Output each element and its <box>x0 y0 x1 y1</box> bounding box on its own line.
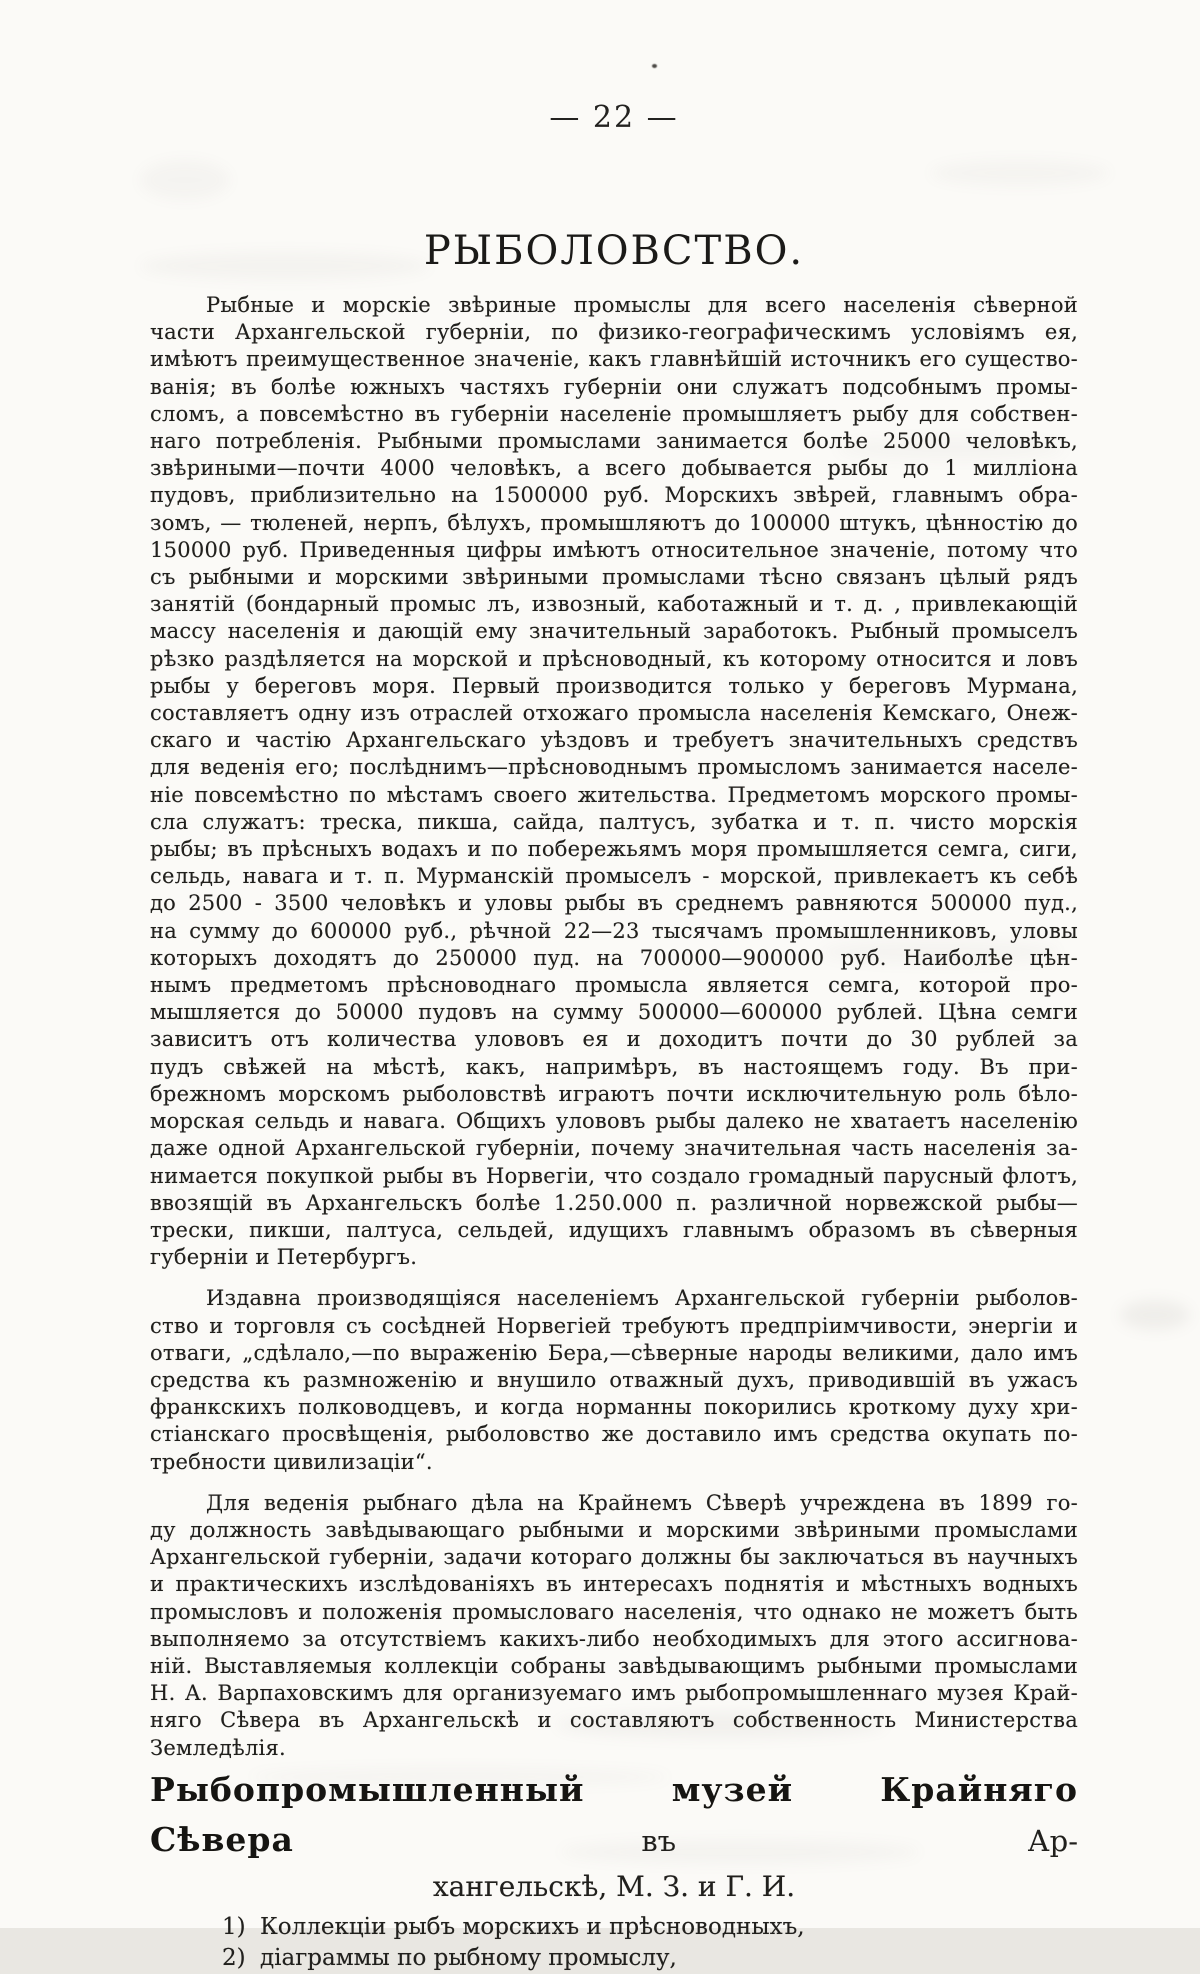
text-line: и практическихъ изслѣдованіяхъ въ интересахъ поднятія и мѣстныхъ водныхъ <box>150 1572 1078 1597</box>
text-line: наго потребленія. Рыбными промыслами занимается болѣе 25000 человѣкъ, <box>150 429 1078 454</box>
section-heading <box>150 1768 1078 1906</box>
section-heading-line-2: хангельскѣ, М. З. и Г. И. <box>432 1869 796 1903</box>
text-line: губерніи и Петербургъ. <box>150 1245 418 1270</box>
text-line: выполняемо за отсутствіемъ какихъ-либо необходимыхъ для этого ассигнова- <box>150 1626 1078 1651</box>
page-number: — 22 — <box>549 100 679 135</box>
text-line: рыбы у береговъ моря. Первый производится только у береговъ Мурмана, <box>150 673 1078 698</box>
text-line: трески, пикши, палтуса, сельдей, идущихъ главнымъ образомъ въ сѣверныя <box>150 1217 1078 1242</box>
text-line: до 2500 - 3500 человѣкъ и уловы рыбы въ среднемъ равняются 500000 пуд., <box>150 891 1078 916</box>
text-line: рыбы; въ прѣсныхъ водахъ и по побережьямъ моря промышляется семга, сиги, <box>150 837 1078 862</box>
list-item-text: діаграммы по рыбному промыслу, <box>260 1944 677 1971</box>
text-line: требности цивилизаціи“. <box>150 1449 433 1474</box>
text-line: части Архангельской губерніи, по физико-географическимъ условіямъ ея, <box>150 320 1078 345</box>
text-line: скаго и частію Архангельскаго уѣздовъ и требуетъ значительныхъ средствъ <box>150 728 1078 753</box>
text-line: 150000 руб. Приведенныя цифры имѣютъ относительное значеніе, потому что <box>150 537 1078 562</box>
section-heading-line-1 <box>150 1768 1078 1868</box>
text-line: ванія; въ болѣе южныхъ частяхъ губерніи они служатъ подсобнымъ промы- <box>150 374 1078 399</box>
text-line: Рыбные и морскіе звѣриные промыслы для всего населенія сѣверной <box>206 293 1078 317</box>
ink-dot <box>652 64 657 68</box>
text-line: имѣютъ преимущественное значеніе, какъ главнѣйшій источникъ его существо- <box>150 347 1078 372</box>
page-title: РЫБОЛОВСТВО. <box>423 228 805 274</box>
text-line: франкскихъ полководцевъ, и когда норманны покорились кроткому духу хри- <box>150 1395 1078 1420</box>
text-line: Архангельской губерніи, задачи котораго должны бы заключаться въ научныхъ <box>150 1545 1078 1570</box>
text-line: брежномъ морскомъ рыболовствѣ играютъ почти исключительную роль бѣло- <box>150 1081 1078 1106</box>
text-line: ду должность завѣдывающаго рыбными и морскими звѣриными промыслами <box>150 1517 1078 1542</box>
list-item-marker: 1) <box>222 1913 246 1940</box>
text-line: съ рыбными и морскими звѣриными промыслами тѣсно связанъ цѣлый рядъ <box>150 565 1078 590</box>
text-line: отваги, „сдѣлало,—по выраженію Бера,—сѣверные народы великими, дало имъ <box>150 1340 1078 1365</box>
scan-smudge <box>140 160 230 200</box>
text-line: составляетъ одну изъ отраслей отхожаго промысла населенія Кемскаго, Онеж- <box>150 701 1078 726</box>
list-item-marker: 2) <box>222 1944 246 1971</box>
text-line: няго Сѣвера въ Архангельскѣ и составляютъ собственность Министерства <box>150 1708 1078 1733</box>
text-line: Земледѣлія. <box>150 1735 286 1760</box>
scan-smudge <box>1120 1300 1190 1330</box>
scan-smudge <box>930 160 1110 186</box>
text-line: сломъ, а повсемѣстно въ губерніи населеніе промышляетъ рыбу для собствен- <box>150 401 1078 426</box>
text-line: морская сельдь и навага. Общихъ улововъ рыбы далеко не хватаетъ населенію <box>150 1109 1078 1134</box>
text-line: даже одной Архангельской губерніи, почему значительная часть населенія за- <box>150 1136 1078 1161</box>
text-line: нимается покупкой рыбы въ Норвегіи, что создало громадный парусный флотъ, <box>150 1163 1078 1188</box>
text-line: Н. А. Варпаховскимъ для организуемаго имъ рыбопромышленнаго музея Край- <box>150 1681 1078 1706</box>
text-line: сла служатъ: треска, пикша, сайда, палтусъ, зубатка и т. п. чисто морскія <box>150 809 1078 834</box>
text-line: звѣриными—почти 4000 человѣкъ, а всего добывается рыбы до 1 милліона <box>150 456 1078 481</box>
text-line: ніе повсемѣстно по мѣстамъ своего жительства. Предметомъ морского промы- <box>150 782 1078 807</box>
text-line: мышляется до 50000 пудовъ на сумму 500000—600000 рублей. Цѣна семги <box>150 1000 1078 1025</box>
text-line: Издавна производящіяся населеніемъ Архангельской губерніи рыболов- <box>206 1286 1078 1311</box>
text-line: рѣзко раздѣляется на морской и прѣсноводный, къ которому относится и ловъ <box>150 646 1078 671</box>
paragraph-fishing-overview <box>150 292 1078 1271</box>
body-text <box>150 292 1078 1974</box>
museum-collections-list <box>150 1912 1078 1974</box>
text-line: сельдь, навага и т. п. Мурманскій промыселъ - морской, привлекаетъ къ себѣ <box>150 864 1078 889</box>
paragraph-history-quote <box>150 1285 1078 1475</box>
text-line: занятій (бондарный промыс лъ, извозный, каботажный и т. д. , привлекающій <box>150 592 1078 617</box>
text-line: стіанскаго просвѣщенія, рыболовство же доставило имъ средства окупать по- <box>150 1422 1078 1447</box>
text-line: которыхъ доходятъ до 250000 пуд. на 700000—900000 руб. Наиболѣе цѣн- <box>150 945 1078 970</box>
list-item-text: Коллекціи рыбъ морскихъ и прѣсноводныхъ, <box>260 1913 805 1940</box>
text-line: пудовъ, приблизительно на 1500000 руб. Морскихъ звѣрей, главнымъ обра- <box>150 483 1078 508</box>
text-line: зависитъ отъ количества улововъ ея и доходитъ почти до 30 рублей за <box>150 1027 1078 1052</box>
paragraph-museum-origin <box>150 1490 1078 1762</box>
text-line: для веденія его; послѣднимъ—прѣсноводнымъ промысломъ занимается населе- <box>150 755 1078 780</box>
text-line: пудъ свѣжей на мѣстѣ, какъ, напримѣръ, въ настоящемъ году. Въ при- <box>150 1054 1078 1079</box>
text-line: промысловъ и положенія промысловаго населенія, что однако не можетъ быть <box>150 1599 1078 1624</box>
list-item <box>222 1943 1078 1974</box>
text-line: средства къ размноженію и внушило отважный духъ, приводившій въ ужасъ <box>150 1367 1078 1392</box>
text-line: ство и торговля съ сосѣдней Норвегіей требуютъ предпріимчивости, энергіи и <box>150 1313 1078 1338</box>
text-line: Для веденія рыбнаго дѣла на Крайнемъ Сѣверѣ учреждена въ 1899 го- <box>206 1490 1078 1515</box>
section-heading-bold: Рыбопромышленный музей Крайняго Сѣвера <box>150 1769 1078 1859</box>
text-line: ній. Выставляемыя коллекціи собраны завѣдывающимъ рыбными промыслами <box>150 1653 1078 1678</box>
text-line: зомъ, — тюленей, нерпъ, бѣлухъ, промышляютъ до 100000 штукъ, цѣнностію до <box>150 510 1078 535</box>
text-line: массу населенія и дающій ему значительный заработокъ. Рыбный промыселъ <box>150 619 1078 644</box>
text-line: нымъ предметомъ прѣсноводнаго промысла является семга, которой про- <box>150 973 1078 998</box>
section-heading-tail: въ Ар- <box>641 1823 1078 1858</box>
text-line: ввозящій въ Архангельскъ болѣе 1.250.000 п. различной норвежской рыбы— <box>150 1190 1078 1215</box>
list-item <box>222 1912 1078 1943</box>
text-line: на сумму до 600000 руб., рѣчной 22—23 тысячамъ промышленниковъ, уловы <box>150 918 1078 943</box>
